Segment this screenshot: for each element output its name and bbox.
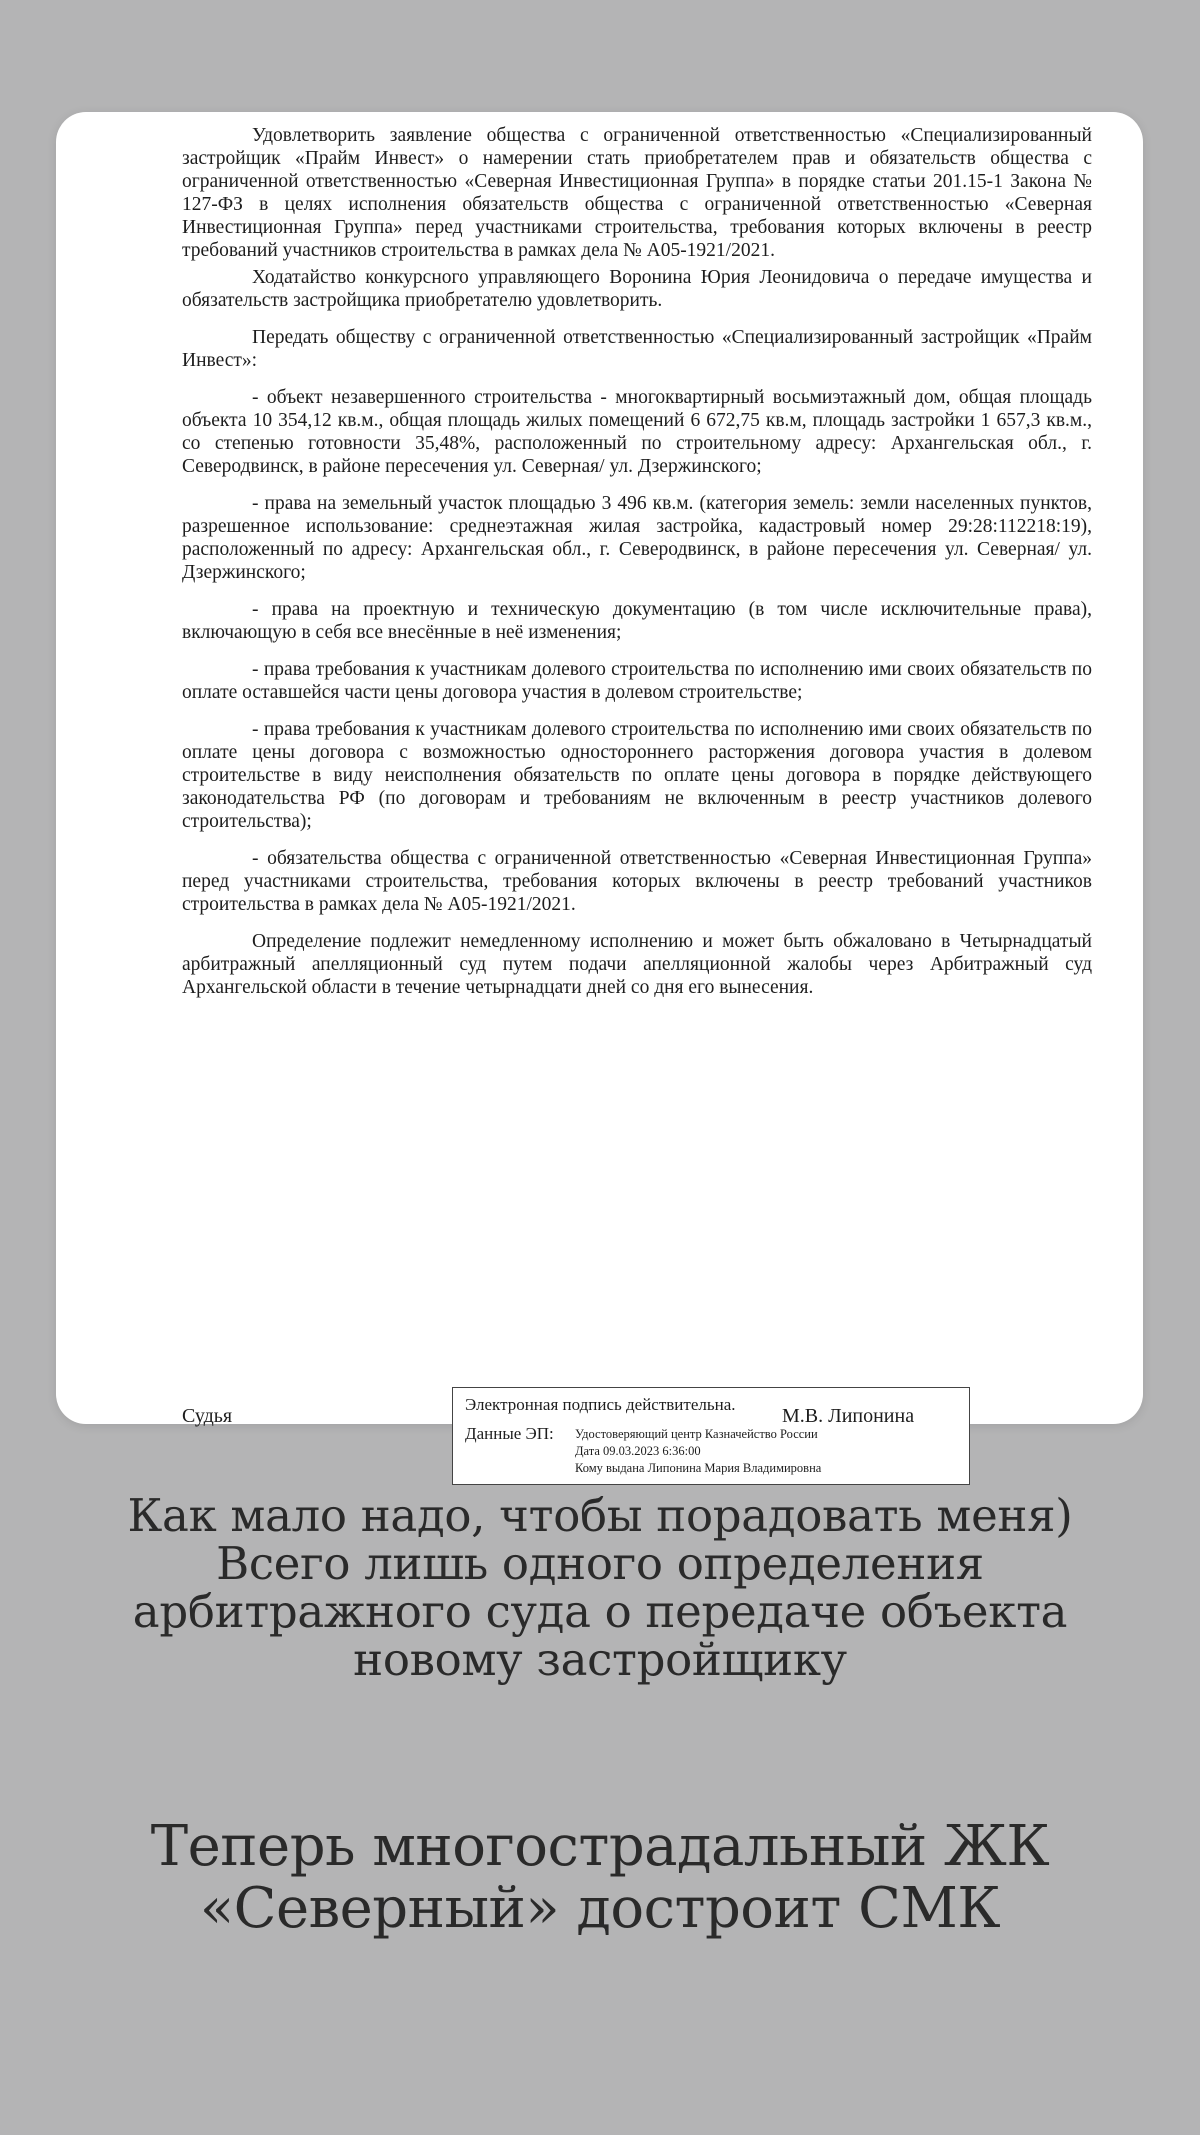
judge-name: М.В. Липонина xyxy=(782,1405,915,1427)
caption-line: новому застройщику xyxy=(353,1633,847,1686)
paragraph-petition: Ходатайство конкурсного управляющего Воронина Юрия Леонидовича о передаче имущества и обязательств застройщика приобретателю удовлетворить. xyxy=(182,267,1092,311)
caption-line: Как мало надо, чтобы порадовать меня) xyxy=(127,1489,1073,1542)
top-cropped-text-strip xyxy=(0,0,1200,110)
signature-block xyxy=(182,1272,1092,1475)
paragraph-item-claims-remaining: - права требования к участникам долевого строительства по исполнению ими своих обязательств по оплате оставшейся части цены договора участия в долевом строительстве; xyxy=(182,659,1092,703)
signature-date: Дата 09.03.2023 6:36:00 xyxy=(575,1444,701,1458)
paragraph-item-obligations: - обязательства общества с ограниченной ответственностью «Северная Инвестиционная Группа» перед участниками строительства, требования которых включены в реестр требований участников строительства в рамках дела № А05-1921/2021. xyxy=(182,848,1092,915)
story-caption-bottom xyxy=(0,1816,1200,1940)
signature-cert-center: Удостоверяющий центр Казначейство России xyxy=(575,1427,818,1441)
judge-label: Судья xyxy=(182,1405,233,1427)
document-screenshot-card xyxy=(56,112,1143,1475)
paragraph-item-claims-termination: - права требования к участникам долевого строительства по исполнению ими своих обязательств по оплате цены договора с возможностью одностороннего расторжения договора участия в долевом строительстве в виду неисполнения обязательств по оплате цены договора в порядке действующего законодательства РФ (по договорам и требованиям не включенным в реестр участников долевого строительства); xyxy=(182,719,1092,832)
document-body xyxy=(182,124,1092,999)
cropped-previous-line xyxy=(230,92,1000,106)
caption-line: арбитражного суда о передаче объекта xyxy=(132,1585,1068,1638)
signature-valid-title: Электронная подпись действительна. xyxy=(465,1395,736,1414)
caption-line: Всего лишь одного определения xyxy=(216,1537,984,1590)
paragraph-application: Удовлетворить заявление общества с ограниченной ответственностью «Специализированный застройщик «Прайм Инвест» о намерении стать приобретателем прав и обязательств общества с ограниченной ответственностью «Северная Инвестиционная Группа» в порядке статьи 201.15-1 Закона № 127-ФЗ в целях исполнения обязательств общества с ограниченной ответственностью «Северная Инвестиционная Группа» перед участниками строительства, требования которых включены в реестр требований участников строительства в рамках дела № А05-1921/2021. xyxy=(182,125,1092,261)
paragraph-item-land: - права на земельный участок площадью 3 496 кв.м. (категория земель: земли населенных пунктов, разрешенное использование: среднеэтажная жилая застройка, кадастровый номер 29:28:112218:19), расположенный по адресу: Архангельская обл., г. Северодвинск, в районе пересечения ул. Северная/ ул. Дзержинского; xyxy=(182,493,1092,583)
signature-details xyxy=(575,1426,821,1477)
story-caption-top xyxy=(0,1489,1200,1686)
electronic-signature-stamp xyxy=(452,1387,970,1485)
signature-data-label: Данные ЭП: xyxy=(465,1424,554,1443)
paragraph-appeal: Определение подлежит немедленному исполнению и может быть обжаловано в Четырнадцатый арбитражный апелляционный суд путем подачи апелляционной жалобы через Арбитражный суд Архангельской области в течение четырнадцати дней со дня его вынесения. xyxy=(182,931,1092,998)
signature-issued-to: Кому выдана Липонина Мария Владимировна xyxy=(575,1461,822,1475)
paragraph-item-documentation: - права на проектную и техническую документацию (в том числе исключительные права), включающую в себя все внесённые в неё изменения; xyxy=(182,599,1092,643)
caption-line: Теперь многострадальный ЖК xyxy=(150,1814,1050,1879)
paragraph-item-building: - объект незавершенного строительства - многоквартирный восьмиэтажный дом, общая площадь объекта 10 354,12 кв.м., общая площадь жилых помещений 6 672,75 кв.м, площадь застройки 1 657,3 кв.м., со степенью готовности 35,48%, расположенный по строительному адресу: Архангельская обл., г. Северодвинск, в районе пересечения ул. Северная/ ул. Дзержинского; xyxy=(182,387,1092,477)
caption-line: «Северный» достроит СМК xyxy=(199,1876,1001,1941)
paragraph-transfer-intro: Передать обществу с ограниченной ответственностью «Специализированный застройщик «Прайм Инвест»: xyxy=(182,327,1092,371)
